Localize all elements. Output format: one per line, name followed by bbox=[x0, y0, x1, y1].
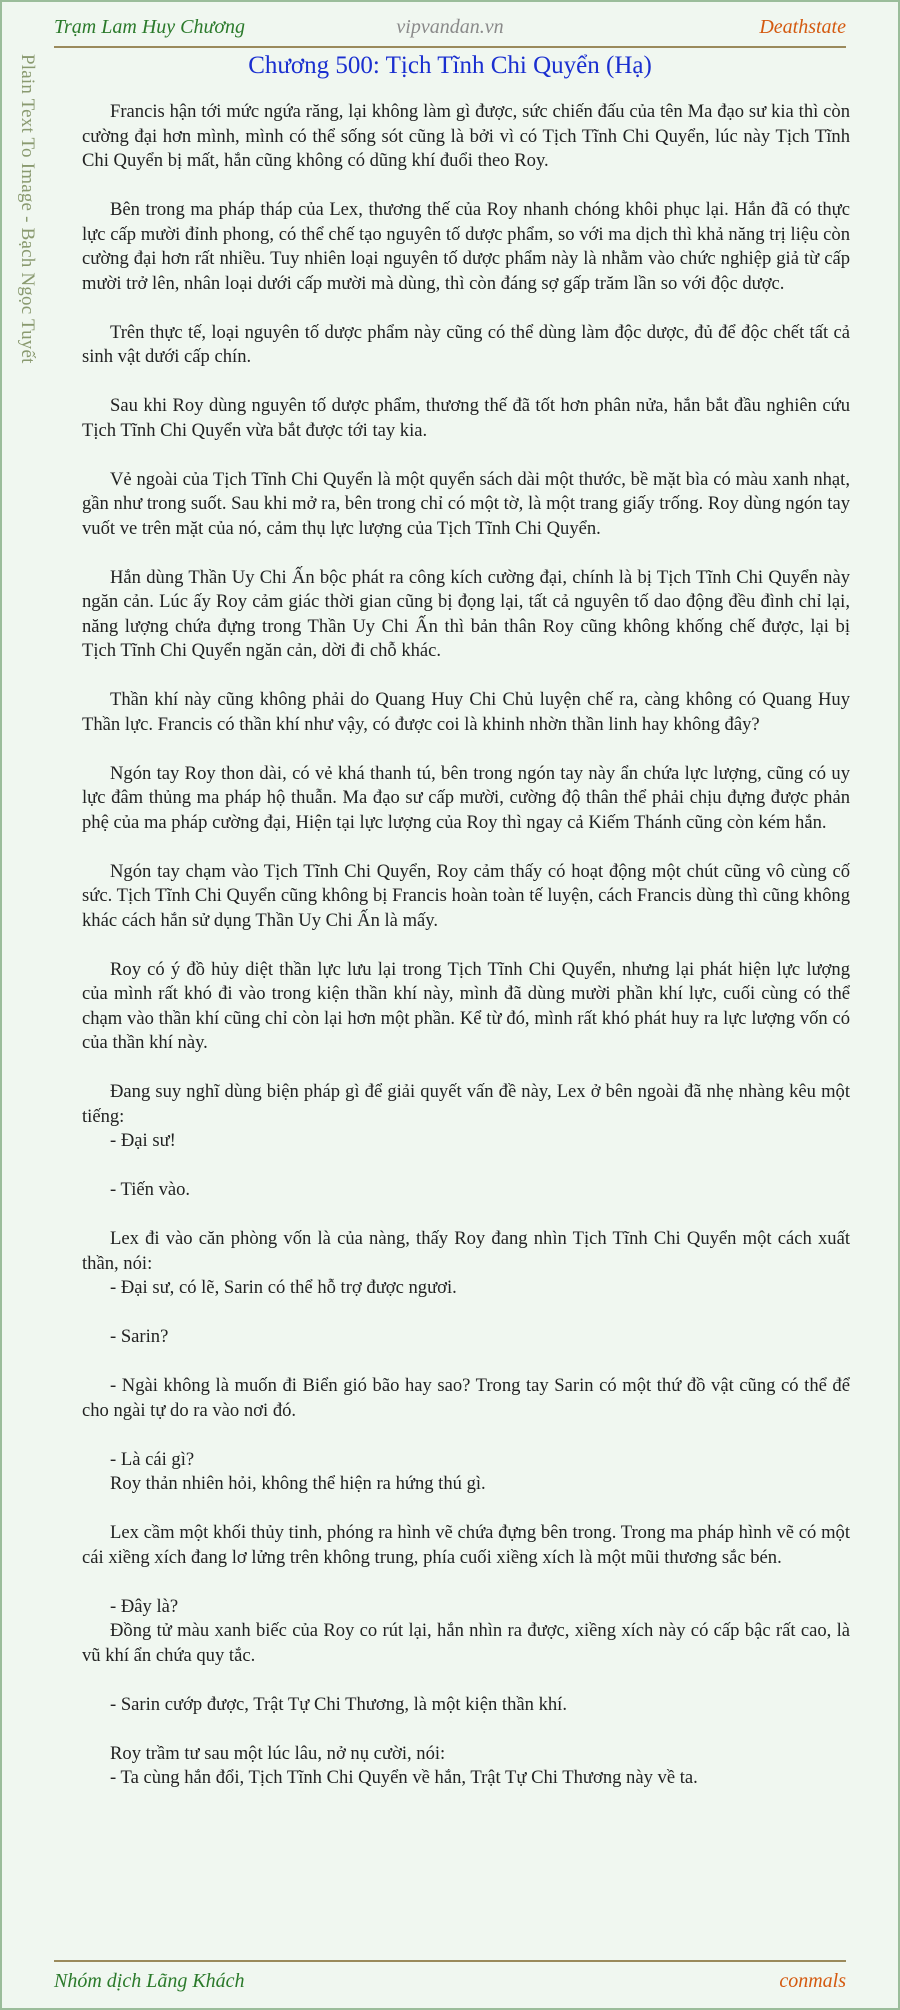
paragraph: Francis hận tới mức ngứa răng, lại không làm gì được, sức chiến đấu của tên Ma đạo sư kia thì còn cường đại hơn mình, mình có thể sống sót cũng là bởi vì có Tịch Tĩnh Chi Quyển, lúc này Tịch Tĩnh Chi Quyển bị mất, hắn cũng không có dũng khí đuổi theo Roy. bbox=[82, 101, 850, 171]
dialogue-line: - Đại sư, có lẽ, Sarin có thể hỗ trợ được ngươi. bbox=[110, 1277, 457, 1298]
dialogue-line: Roy trầm tư sau một lúc lâu, nở nụ cười, nói: bbox=[110, 1742, 446, 1764]
dialogue-block bbox=[82, 1227, 850, 1301]
dialogue-line: - Là cái gì? bbox=[110, 1448, 195, 1470]
page-header bbox=[54, 12, 846, 44]
paragraph: Trên thực tế, loại nguyên tố dược phẩm này cũng có thể dùng làm độc dược, đủ để độc chết tất cả sinh vật dưới cấp chín. bbox=[82, 321, 850, 367]
paragraph: Roy có ý đồ hủy diệt thần lực lưu lại trong Tịch Tĩnh Chi Quyển, nhưng lại phát hiện lực lượng của mình rất khó đi vào trong kiện thần khí này, mình đã dùng mười phần khí lực, cuối cùng có thể chạm vào thần khí cũng chỉ còn lại hơn một phần. Kể từ đó, mình rất khó phát huy ra lực lượng vốn có của thần khí này. bbox=[82, 958, 850, 1053]
footer-uploader: conmals bbox=[779, 1970, 846, 1992]
dialogue-line: Lex cầm một khối thủy tinh, phóng ra hình vẽ chứa đựng bên trong. Trong ma pháp hình vẽ có một cái xiềng xích đang lơ lửng trên không trung, phía cuối xiềng xích là một mũi thương sắc bén. bbox=[82, 1522, 850, 1568]
dialogue-line: - Tiến vào. bbox=[110, 1179, 191, 1200]
paragraph: Vẻ ngoài của Tịch Tĩnh Chi Quyển là một quyển sách dài một thước, bề mặt bìa có màu xanh nhạt, gần như trong suốt. Sau khi mở ra, bên trong chỉ có một tờ, là một trang giấy trống. Roy dùng ngón tay vuốt ve trên mặt của nó, cảm thụ lực lượng của Tịch Tĩnh Chi Quyển. bbox=[82, 468, 850, 539]
dialogue-block bbox=[82, 1595, 850, 1669]
dialogue-line: - Đây là? bbox=[110, 1595, 179, 1617]
dialogue-block bbox=[82, 1374, 850, 1423]
paragraph: Bên trong ma pháp tháp của Lex, thương thế của Roy nhanh chóng khôi phục lại. Hắn đã có thực lực cấp mười đỉnh phong, có thể chế tạo nguyên tố dược phẩm, so với ma dịch thì khả năng trị liệu còn cường đại hơn rất nhiều. Tuy nhiên loại nguyên tố dược phẩm này là nhằm vào chức nghiệp giả từ cấp mười trở lên, nhân loại dưới cấp mười mà dùng, thì còn đáng sợ gấp trăm lần so với độc dược. bbox=[82, 199, 850, 294]
chapter-body bbox=[82, 100, 850, 1815]
paragraph: Ngón tay chạm vào Tịch Tĩnh Chi Quyển, Roy cảm thấy có hoạt động một chút cũng vô cùng cố sức. Tịch Tĩnh Chi Quyển cũng không bị Francis hoàn toàn tế luyện, cách Francis dùng thì cũng không khác cách hắn sử dụng Thần Uy Chi Ấn là mấy. bbox=[82, 860, 850, 931]
chapter-title: Chương 500: Tịch Tĩnh Chi Quyển (Hạ) bbox=[248, 52, 652, 79]
footer-divider bbox=[54, 1960, 846, 1962]
dialogue-block bbox=[82, 1521, 850, 1570]
dialogue-line: - Ta cùng hắn đổi, Tịch Tĩnh Chi Quyển về hắn, Trật Tự Chi Thương này về ta. bbox=[110, 1767, 698, 1788]
dialogue-line: - Đại sư! bbox=[110, 1130, 176, 1151]
dialogue-line: - Sarin? bbox=[110, 1326, 169, 1347]
paragraph: Hắn dùng Thần Uy Chi Ấn bộc phát ra công kích cường đại, chính là bị Tịch Tĩnh Chi Quyển này ngăn cản. Lúc ấy Roy cảm giác thời gian cũng bị đọng lại, tất cả nguyên tố dao động đều đình chỉ lại, năng lượng chứa đựng trong Thần Uy Chi Ấn thì bản thân Roy cũng không khống chế được, lại bị Tịch Tĩnh Chi Quyển ngăn cản, dời đi chỗ khác. bbox=[82, 566, 850, 661]
dialogue-block bbox=[82, 1080, 850, 1154]
paragraph: Thần khí này cũng không phải do Quang Huy Chi Chủ luyện chế ra, càng không có Quang Huy Thần lực. Francis có thần khí như vậy, có được coi là khinh nhờn thần linh hay không đây? bbox=[82, 689, 850, 735]
dialogue-block bbox=[82, 1742, 850, 1791]
dialogue-block bbox=[82, 1178, 850, 1203]
dialogue-block bbox=[82, 1448, 850, 1497]
page-footer bbox=[54, 1968, 846, 1998]
dialogue-line: - Sarin cướp được, Trật Tự Chi Thương, là một kiện thần khí. bbox=[110, 1693, 567, 1715]
header-site-name[interactable]: Trạm Lam Huy Chương bbox=[54, 16, 246, 38]
dialogue-line: Đang suy nghĩ dùng biện pháp gì để giải quyết vấn đề này, Lex ở bên ngoài đã nhẹ nhàng kêu một tiếng: bbox=[82, 1081, 850, 1127]
dialogue-line: Roy thản nhiên hỏi, không thể hiện ra hứng thú gì. bbox=[110, 1473, 486, 1494]
header-translator: Deathstate bbox=[759, 16, 846, 38]
dialogue-block bbox=[82, 1693, 850, 1718]
paragraph: Ngón tay Roy thon dài, có vẻ khá thanh tú, bên trong ngón tay này ẩn chứa lực lượng, cũng có uy lực đâm thủng ma pháp hộ thuẫn. Ma đạo sư cấp mười, cường độ thân thể phải chịu đựng được phản phệ của ma pháp cường đại, Hiện tại lực lượng của Roy thì ngay cả Kiếm Thánh cũng còn kém hắn. bbox=[82, 762, 850, 833]
dialogue-line: Lex đi vào căn phòng vốn là của nàng, thấy Roy đang nhìn Tịch Tĩnh Chi Quyển một cách xuất thần, nói: bbox=[82, 1228, 850, 1274]
header-domain[interactable]: vipvandan.vn bbox=[396, 16, 504, 38]
dialogue-line: - Ngài không là muốn đi Biển gió bão hay sao? Trong tay Sarin có một thứ đồ vật cũng có thể để cho ngài tự do ra vào nơi đó. bbox=[82, 1375, 850, 1421]
paragraph: Sau khi Roy dùng nguyên tố dược phẩm, thương thế đã tốt hơn phân nửa, hắn bắt đầu nghiên cứu Tịch Tĩnh Chi Quyển vừa bắt được tới tay kia. bbox=[82, 395, 850, 441]
side-watermark-text: Plain Text To Image - Bạch Ngọc Tuyết bbox=[17, 54, 38, 364]
footer-group-name: Nhóm dịch Lãng Khách bbox=[54, 1970, 245, 1992]
header-divider bbox=[54, 46, 846, 48]
dialogue-line: Đồng tử màu xanh biếc của Roy co rút lại, hắn nhìn ra được, xiềng xích này có cấp bậc rất cao, là vũ khí ẩn chứa quy tắc. bbox=[82, 1620, 850, 1666]
dialogue-block bbox=[82, 1325, 850, 1350]
